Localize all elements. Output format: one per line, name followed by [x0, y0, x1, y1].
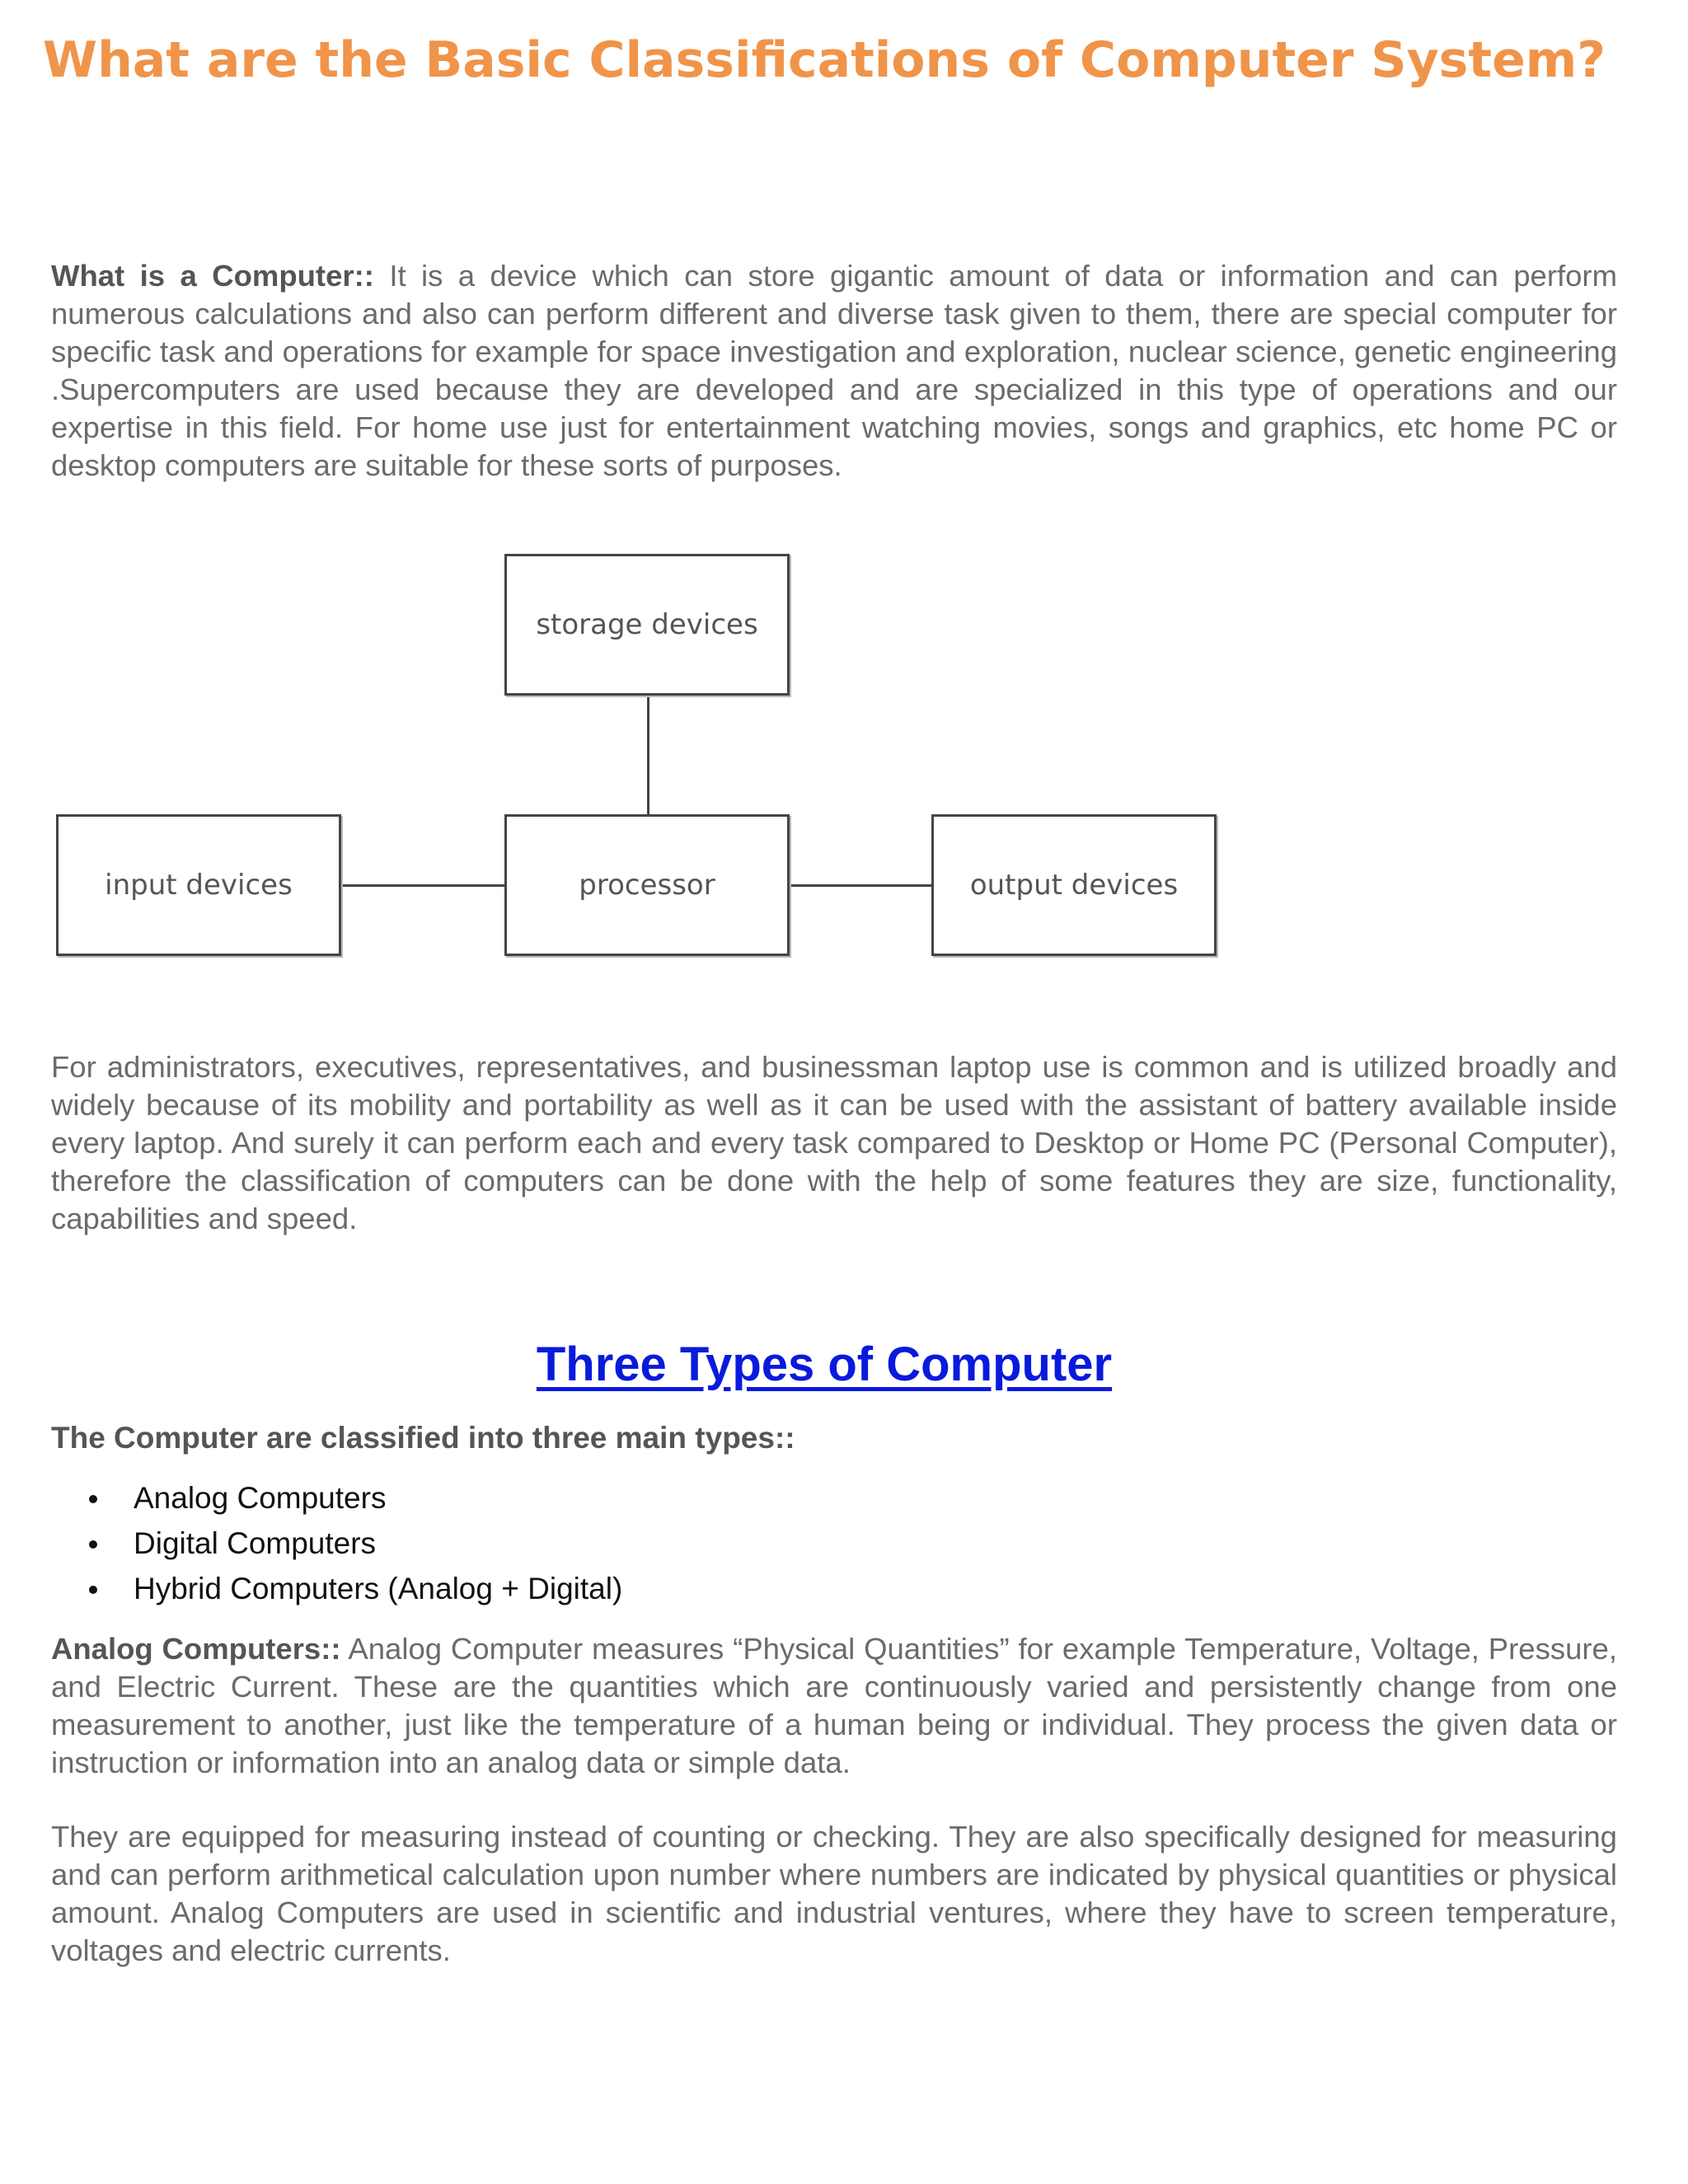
computer-types-list — [51, 1475, 622, 1611]
bullet-icon — [89, 1495, 97, 1503]
list-item: Digital Computers — [51, 1521, 622, 1566]
analog-paragraph — [51, 1630, 1617, 1782]
intro-paragraph — [51, 257, 1617, 485]
list-item: Analog Computers — [51, 1475, 622, 1521]
intro-label: What is a Computer:: — [51, 259, 374, 293]
storage-devices-box: storage devices — [504, 554, 790, 696]
list-item: Hybrid Computers (Analog + Digital) — [51, 1566, 622, 1611]
processor-output-connector — [790, 884, 931, 887]
analog-label: Analog Computers:: — [51, 1632, 341, 1666]
bullet-icon — [89, 1540, 97, 1549]
output-devices-box: output devices — [931, 814, 1217, 956]
section-title-link[interactable]: Three Types of Computer — [536, 1338, 1113, 1391]
storage-processor-connector — [647, 696, 649, 814]
analog-text: Analog Computer measures “Physical Quantities” for example Temperature, Voltage, Pressure, and Electric Current. These are the quantities which are continuously varied and persistently change from one measurement to another, just like the temperature of a human being or individual. They process the given data or instruction or information into an analog data or simple data. — [51, 1632, 1617, 1779]
intro-text: It is a device which can store gigantic amount of data or information and can perform numerous calculations and also can perform different and diverse task given to them, there are special computer for specific task and operations for example for space investigation and exploration, nuclear science, genetic engineering .Supercomputers are used because they are developed and are specialized in this type of operations and our expertise in this field. For home use just for entertainment watching movies, songs and graphics, etc home PC or desktop computers are suitable for these sorts of purposes. — [51, 259, 1617, 482]
processor-box: processor — [504, 814, 790, 956]
input-processor-connector — [341, 884, 504, 887]
laptop-paragraph: For administrators, executives, representatives, and businessman laptop use is common and is utilized broadly and widely because of its mobility and portability as well as it can be used with the assistant of battery available inside every laptop. And surely it can perform each and every task compared to Desktop or Home PC (Personal Computer), therefore the classification of computers can be done with the help of some features they are size, functionality, capabilities and speed. — [51, 1050, 1617, 1235]
bullet-icon — [89, 1586, 97, 1594]
input-devices-box: input devices — [56, 814, 341, 956]
types-subheading: The Computer are classified into three main types:: — [51, 1421, 795, 1455]
analog-paragraph-2: They are equipped for measuring instead of counting or checking. They are also specifically designed for measuring and can perform arithmetical calculation upon number where numbers are indicated by physical quantities or physical amount. Analog Computers are used in scientific and industrial ventures, where they have to screen temperature, voltages and electric currents. — [51, 1820, 1617, 1967]
page-title: What are the Basic Classifications of Computer System? — [42, 31, 1606, 89]
